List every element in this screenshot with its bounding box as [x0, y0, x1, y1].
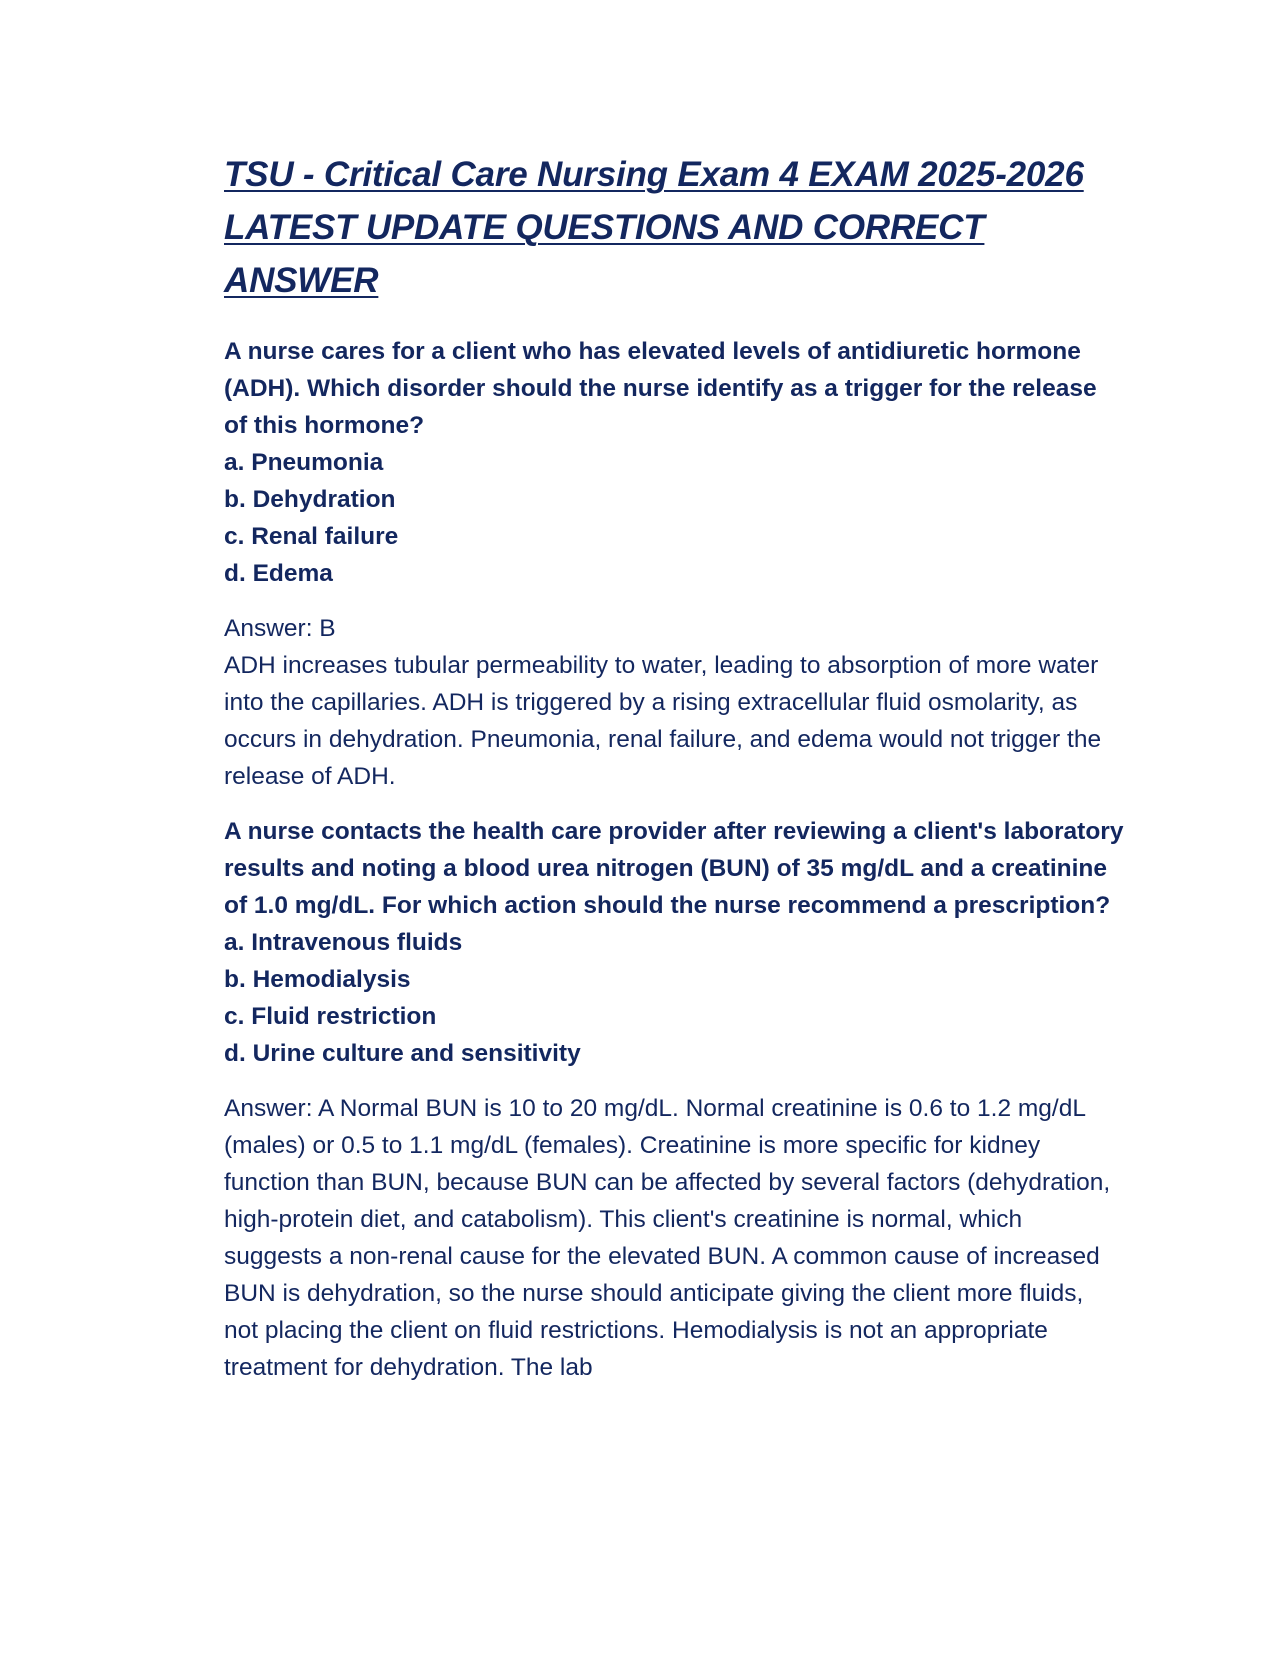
question-1-answer-block [224, 610, 1124, 795]
question-1-options [224, 444, 1124, 592]
question-2-option-a: a. Intravenous fluids [224, 929, 463, 956]
question-1-option-a: a. Pneumonia [224, 449, 384, 476]
question-1-answer: Answer: B [224, 615, 336, 642]
question-2-answer-explanation: Answer: A Normal BUN is 10 to 20 mg/dL. Normal creatinine is 0.6 to 1.2 mg/dL (males) or 0.5 to 1.1 mg/dL (females). Creatinine is more specific for kidney function than BUN, because BUN can be affected by several factors (dehydration, high-protein diet, and catabolism). This client's creatinine is normal, which suggests a non-renal cause for the elevated BUN. A common cause of increased BUN is dehydration, so the nurse should anticipate giving the client more fluids, not placing the client on fluid restrictions. Hemodialysis is not an appropriate treatment for dehydration. The lab [224, 1095, 1111, 1381]
question-1-explanation: ADH increases tubular permeability to water, leading to absorption of more water into the capillaries. ADH is triggered by a rising extracellular fluid osmolarity, as occurs in dehydration. Pneumonia, renal failure, and edema would not trigger the release of ADH. [224, 652, 1102, 790]
question-1-text: A nurse cares for a client who has elevated levels of antidiuretic hormone (ADH). Which disorder should the nurse identify as a trigger for the release of this hormone? [224, 338, 1097, 439]
document-page [224, 148, 1124, 1386]
question-2-option-d: d. Urine culture and sensitivity [224, 1040, 581, 1067]
question-1-option-c: c. Renal failure [224, 523, 399, 550]
question-2-answer-block [224, 1090, 1124, 1386]
question-2-option-c: c. Fluid restriction [224, 1003, 437, 1030]
question-2-options [224, 924, 1124, 1072]
question-2 [224, 813, 1124, 1386]
question-2-text: A nurse contacts the health care provider after reviewing a client's laboratory results and noting a blood urea nitrogen (BUN) of 35 mg/dL and a creatinine of 1.0 mg/dL. For which action should the nurse recommend a prescription? [224, 818, 1124, 919]
question-2-option-b: b. Hemodialysis [224, 966, 411, 993]
document-title: TSU - Critical Care Nursing Exam 4 EXAM 2025-2026 LATEST UPDATE QUESTIONS AND CORRECT ANSWER [224, 155, 1084, 300]
question-1-option-d: d. Edema [224, 560, 333, 587]
question-1-option-b: b. Dehydration [224, 486, 396, 513]
question-1 [224, 333, 1124, 795]
